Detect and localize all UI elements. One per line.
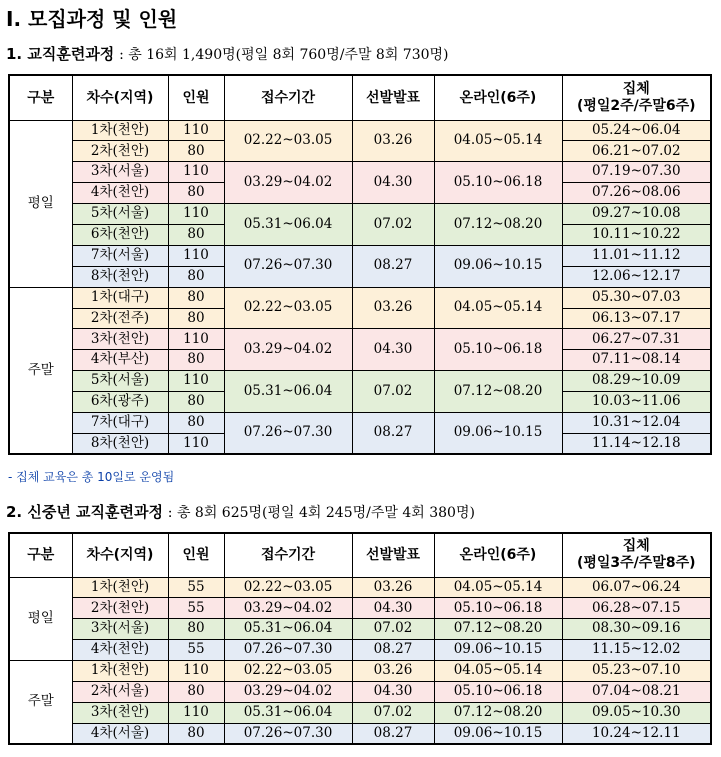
online-period-cell: 07.12~08.20: [434, 619, 562, 640]
online-period-cell: 04.05~05.14: [434, 661, 562, 682]
header-onsite-sub: (평일2주/주말6주): [576, 97, 696, 114]
online-period-cell: 05.10~06.18: [434, 598, 562, 619]
round-cell: 4차(부산): [72, 350, 168, 371]
announcement-cell: 03.26: [352, 577, 434, 598]
announcement-cell: 08.27: [352, 245, 434, 287]
header-online: 온라인(6주): [434, 75, 562, 120]
count-cell: 80: [168, 224, 224, 245]
round-cell: 3차(천안): [72, 329, 168, 350]
onsite-period-cell: 12.06~12.17: [562, 266, 711, 287]
application-period-cell: 07.26~07.30: [224, 640, 352, 661]
header-category: 구분: [9, 533, 72, 577]
round-cell: 7차(서울): [72, 245, 168, 266]
round-cell: 4차(서울): [72, 723, 168, 744]
onsite-period-cell: 08.29~10.09: [562, 371, 711, 392]
table-row: [9, 245, 711, 266]
header-application-period: 접수기간: [224, 533, 352, 577]
onsite-period-cell: 06.07~06.24: [562, 577, 711, 598]
announcement-cell: 07.02: [352, 702, 434, 723]
online-period-cell: 09.06~10.15: [434, 640, 562, 661]
group-label-cell: 평일: [9, 120, 72, 287]
application-period-cell: 03.29~04.02: [224, 681, 352, 702]
application-period-cell: 02.22~03.05: [224, 120, 352, 162]
round-cell: 4차(천안): [72, 640, 168, 661]
count-cell: 110: [168, 204, 224, 225]
table-row: [9, 371, 711, 392]
count-cell: 80: [168, 350, 224, 371]
note-text: - 집체 교육은 총 10일로 운영됨: [8, 470, 175, 484]
onsite-period-cell: 06.27~07.31: [562, 329, 711, 350]
announcement-cell: 03.26: [352, 120, 434, 162]
onsite-period-cell: 10.24~12.11: [562, 723, 711, 744]
count-cell: 80: [168, 183, 224, 204]
round-cell: 1차(천안): [72, 120, 168, 141]
application-period-cell: 07.26~07.30: [224, 412, 352, 454]
count-cell: 80: [168, 266, 224, 287]
onsite-period-cell: 07.19~07.30: [562, 162, 711, 183]
group-label-cell: 주말: [9, 287, 72, 454]
announcement-cell: 04.30: [352, 598, 434, 619]
application-period-cell: 02.22~03.05: [224, 661, 352, 682]
round-cell: 5차(서울): [72, 204, 168, 225]
application-period-cell: 03.29~04.02: [224, 329, 352, 371]
round-cell: 3차(서울): [72, 162, 168, 183]
section2-header-row: [9, 533, 711, 577]
application-period-cell: 02.22~03.05: [224, 287, 352, 329]
onsite-period-cell: 05.24~06.04: [562, 120, 711, 141]
count-cell: 80: [168, 392, 224, 413]
announcement-cell: 08.27: [352, 640, 434, 661]
section1-table: [8, 74, 712, 455]
group-label-cell: 평일: [9, 577, 72, 661]
online-period-cell: 09.06~10.15: [434, 412, 562, 454]
count-cell: 80: [168, 287, 224, 308]
onsite-period-cell: 06.28~07.15: [562, 598, 711, 619]
count-cell: 110: [168, 661, 224, 682]
header-onsite-label: 집체: [622, 538, 650, 555]
online-period-cell: 09.06~10.15: [434, 723, 562, 744]
onsite-period-cell: 07.11~08.14: [562, 350, 711, 371]
application-period-cell: 05.31~06.04: [224, 702, 352, 723]
online-period-cell: 04.05~05.14: [434, 287, 562, 329]
announcement-cell: 03.26: [352, 287, 434, 329]
round-cell: 8차(천안): [72, 266, 168, 287]
header-onsite: [562, 75, 711, 120]
onsite-period-cell: 07.26~08.06: [562, 183, 711, 204]
round-cell: 2차(천안): [72, 141, 168, 162]
header-onsite-sub: (평일3주/주말8주): [576, 555, 696, 572]
application-period-cell: 05.31~06.04: [224, 619, 352, 640]
onsite-period-cell: 10.03~11.06: [562, 392, 711, 413]
count-cell: 80: [168, 308, 224, 329]
section1-header-row: [9, 75, 711, 120]
onsite-period-cell: 09.27~10.08: [562, 204, 711, 225]
header-onsite-label: 집체: [622, 80, 650, 97]
round-cell: 3차(서울): [72, 619, 168, 640]
onsite-period-cell: 11.14~12.18: [562, 433, 711, 454]
header-category: 구분: [9, 75, 72, 120]
header-count: 인원: [168, 75, 224, 120]
round-cell: 1차(천안): [72, 577, 168, 598]
count-cell: 80: [168, 412, 224, 433]
announcement-cell: 08.27: [352, 723, 434, 744]
application-period-cell: 05.31~06.04: [224, 371, 352, 413]
header-announcement: 선발발표: [352, 533, 434, 577]
online-period-cell: 07.12~08.20: [434, 702, 562, 723]
announcement-cell: 07.02: [352, 371, 434, 413]
round-cell: 5차(서울): [72, 371, 168, 392]
table-row: [9, 723, 711, 744]
online-period-cell: 07.12~08.20: [434, 371, 562, 413]
count-cell: 110: [168, 162, 224, 183]
application-period-cell: 05.31~06.04: [224, 204, 352, 246]
application-period-cell: 07.26~07.30: [224, 723, 352, 744]
count-cell: 80: [168, 681, 224, 702]
count-cell: 110: [168, 245, 224, 266]
table-row: [9, 577, 711, 598]
onsite-period-cell: 05.23~07.10: [562, 661, 711, 682]
round-cell: 2차(전주): [72, 308, 168, 329]
online-period-cell: 05.10~06.18: [434, 162, 562, 204]
table-row: [9, 204, 711, 225]
table-row: [9, 702, 711, 723]
count-cell: 80: [168, 619, 224, 640]
table-row: [9, 287, 711, 308]
application-period-cell: 03.29~04.02: [224, 598, 352, 619]
round-cell: 3차(천안): [72, 702, 168, 723]
count-cell: 55: [168, 640, 224, 661]
table-row: [9, 619, 711, 640]
table-row: [9, 120, 711, 141]
round-cell: 8차(천안): [72, 433, 168, 454]
online-period-cell: 05.10~06.18: [434, 329, 562, 371]
application-period-cell: 02.22~03.05: [224, 577, 352, 598]
onsite-period-cell: 09.05~10.30: [562, 702, 711, 723]
count-cell: 55: [168, 577, 224, 598]
online-period-cell: 07.12~08.20: [434, 204, 562, 246]
onsite-period-cell: 10.11~10.22: [562, 224, 711, 245]
section1-summary: : 총 16회 1,490명(평일 8회 760명/주말 8회 730명): [119, 47, 449, 63]
online-period-cell: 04.05~05.14: [434, 120, 562, 162]
section2-table: [8, 532, 712, 745]
count-cell: 110: [168, 120, 224, 141]
onsite-period-cell: 11.01~11.12: [562, 245, 711, 266]
round-cell: 1차(대구): [72, 287, 168, 308]
header-round: 차수(지역): [72, 533, 168, 577]
announcement-cell: 04.30: [352, 329, 434, 371]
header-onsite: [562, 533, 711, 577]
count-cell: 110: [168, 329, 224, 350]
header-round: 차수(지역): [72, 75, 168, 120]
online-period-cell: 05.10~06.18: [434, 681, 562, 702]
count-cell: 110: [168, 433, 224, 454]
announcement-cell: 08.27: [352, 412, 434, 454]
count-cell: 80: [168, 141, 224, 162]
onsite-period-cell: 10.31~12.04: [562, 412, 711, 433]
count-cell: 110: [168, 371, 224, 392]
onsite-period-cell: 07.04~08.21: [562, 681, 711, 702]
table-row: [9, 598, 711, 619]
header-online: 온라인(6주): [434, 533, 562, 577]
section2-title: 2. 신중년 교직훈련과정: [6, 503, 163, 521]
round-cell: 6차(광주): [72, 392, 168, 413]
online-period-cell: 09.06~10.15: [434, 245, 562, 287]
round-cell: 7차(대구): [72, 412, 168, 433]
announcement-cell: 07.02: [352, 619, 434, 640]
onsite-period-cell: 06.13~07.17: [562, 308, 711, 329]
onsite-period-cell: 05.30~07.03: [562, 287, 711, 308]
announcement-cell: 04.30: [352, 681, 434, 702]
table-row: [9, 162, 711, 183]
table-row: [9, 640, 711, 661]
round-cell: 2차(천안): [72, 598, 168, 619]
count-cell: 80: [168, 723, 224, 744]
group-label-cell: 주말: [9, 661, 72, 745]
section2-summary: : 총 8회 625명(평일 4회 245명/주말 4회 380명): [167, 505, 475, 521]
round-cell: 1차(천안): [72, 661, 168, 682]
table-row: [9, 329, 711, 350]
round-cell: 4차(천안): [72, 183, 168, 204]
onsite-period-cell: 11.15~12.02: [562, 640, 711, 661]
application-period-cell: 03.29~04.02: [224, 162, 352, 204]
table-row: [9, 661, 711, 682]
section1-heading: [6, 43, 449, 64]
announcement-cell: 07.02: [352, 204, 434, 246]
header-application-period: 접수기간: [224, 75, 352, 120]
announcement-cell: 04.30: [352, 162, 434, 204]
table-row: [9, 412, 711, 433]
application-period-cell: 07.26~07.30: [224, 245, 352, 287]
online-period-cell: 04.05~05.14: [434, 577, 562, 598]
header-count: 인원: [168, 533, 224, 577]
header-announcement: 선발발표: [352, 75, 434, 120]
round-cell: 6차(천안): [72, 224, 168, 245]
section2-heading: [6, 501, 475, 522]
announcement-cell: 03.26: [352, 661, 434, 682]
round-cell: 2차(서울): [72, 681, 168, 702]
page-title: Ⅰ. 모집과정 및 인원: [6, 7, 178, 31]
count-cell: 110: [168, 702, 224, 723]
section1-title: 1. 교직훈련과정: [6, 45, 115, 63]
count-cell: 55: [168, 598, 224, 619]
table-row: [9, 681, 711, 702]
onsite-period-cell: 08.30~09.16: [562, 619, 711, 640]
onsite-period-cell: 06.21~07.02: [562, 141, 711, 162]
